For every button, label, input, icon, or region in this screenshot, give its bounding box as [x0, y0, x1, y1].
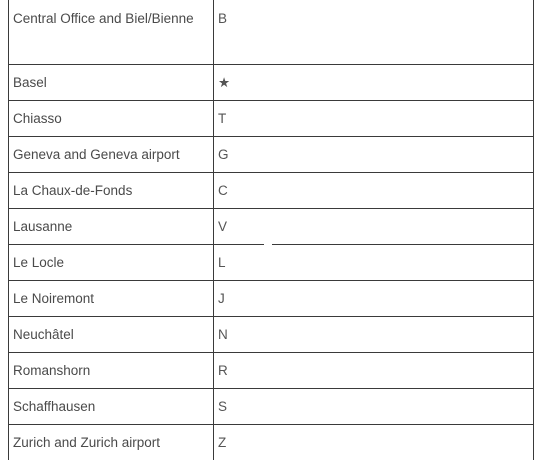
location-cell: Zurich and Zurich airport	[9, 425, 214, 461]
location-cell: Geneva and Geneva airport	[9, 137, 214, 173]
code-cell: Z	[214, 425, 534, 461]
table-row	[9, 281, 534, 317]
location-cell: Chiasso	[9, 101, 214, 137]
table-row	[9, 389, 534, 425]
location-cell: Neuchâtel	[9, 317, 214, 353]
table-row	[9, 0, 534, 65]
location-cell: Romanshorn	[9, 353, 214, 389]
table-row	[9, 137, 534, 173]
code-cell: V	[214, 209, 534, 245]
code-cell: B	[214, 0, 534, 65]
table-row	[9, 425, 534, 461]
location-cell: Basel	[9, 65, 214, 101]
location-cell: Lausanne	[9, 209, 214, 245]
code-cell: T	[214, 101, 534, 137]
code-cell: R	[214, 353, 534, 389]
location-code-table	[8, 0, 534, 460]
code-cell: S	[214, 389, 534, 425]
table-row	[9, 65, 534, 101]
table-row	[9, 173, 534, 209]
location-cell: Le Noiremont	[9, 281, 214, 317]
table-row	[9, 245, 534, 281]
location-cell: Schaffhausen	[9, 389, 214, 425]
code-cell: G	[214, 137, 534, 173]
code-cell: J	[214, 281, 534, 317]
code-cell: C	[214, 173, 534, 209]
location-cell: Central Office and Biel/Bienne	[9, 0, 214, 65]
border-gap	[264, 240, 272, 246]
table-row	[9, 353, 534, 389]
location-cell: Le Locle	[9, 245, 214, 281]
code-cell: N	[214, 317, 534, 353]
location-cell: La Chaux-de-Fonds	[9, 173, 214, 209]
table-row	[9, 101, 534, 137]
table-row	[9, 317, 534, 353]
code-cell: ★	[214, 65, 534, 101]
code-cell: L	[214, 245, 534, 281]
